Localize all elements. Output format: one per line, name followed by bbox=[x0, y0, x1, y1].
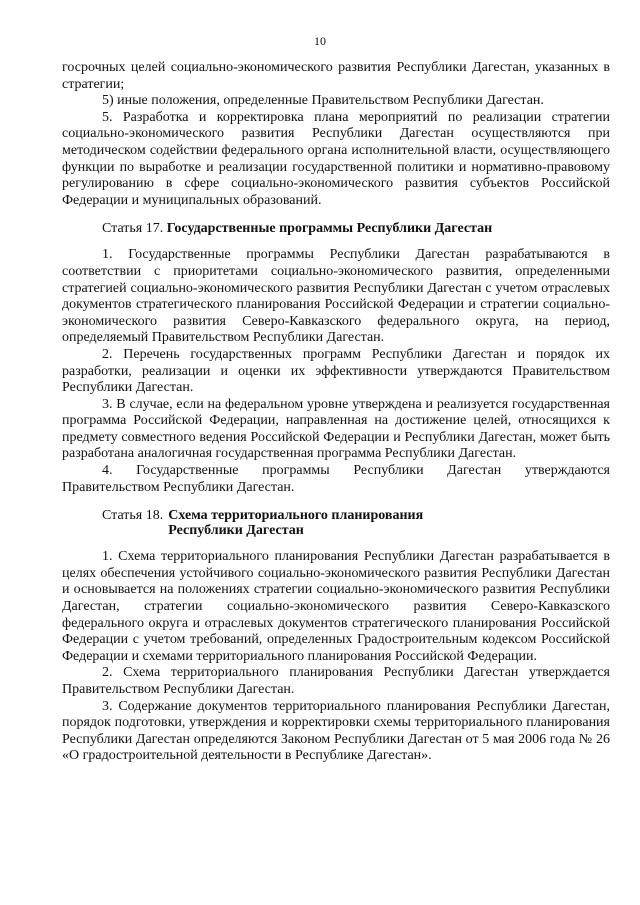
article-17-paragraph-2: 2. Перечень государственных программ Республики Дагестан и порядок их разработки, реализации и оценки их эффективности утверждаются Правительством Республики Дагестан. bbox=[62, 346, 610, 396]
article-18-number: Статья 18. bbox=[102, 508, 164, 524]
article-17-paragraph-4: 4. Государственные программы Республики Дагестан утверждаются Правительством Республики Дагестан. bbox=[62, 463, 610, 495]
page-number: 10 bbox=[314, 34, 326, 48]
article-18-title bbox=[168, 508, 423, 538]
article-18-paragraph-1: 1. Схема территориального планирования Республики Дагестан разрабатывается в целях обеспечения устойчивого социально-экономического развития Республики Дагестан и основывается на положениях стратегии социально-экономического развития Республики Дагестан, стратегии социально-экономического развития Северо-Кавказского федерального округа и отраслевых документов стратегического планирования Российской Федерации с учетом требований, определенных Градостроительным кодексом Российской Федерации и схемами территориального планирования Российской Федерации. bbox=[62, 549, 610, 664]
article-18-heading bbox=[62, 508, 610, 538]
continuation-paragraph: госрочных целей социально-экономического развития Республики Дагестан, указанных в стратегии; bbox=[62, 60, 610, 92]
article-17-paragraph-3: 3. В случае, если на федеральном уровне утверждена и реализуется государственная программа Российской Федерации, направленная на достижение целей, относящихся к предмету совместного ведения Российской Федерации и Республики Дагестан, может быть разработана аналогичная государственная программа Республики Дагестан. bbox=[62, 396, 610, 462]
article-17-heading bbox=[62, 221, 610, 236]
paragraph-5: 5. Разработка и корректировка плана мероприятий по реализации стратегии социально-экономического развития Республики Дагестан осуществляются при методическом содействии федерального органа исполнительной власти, осуществляющего функции по выработке и реализации государственной политики и нормативно-правовому регулированию в сфере социально-экономического развития субъектов Российской Федерации и муниципальных образований. bbox=[62, 109, 610, 208]
article-18-paragraph-2: 2. Схема территориального планирования Республики Дагестан утверждается Правительством Республики Дагестан. bbox=[62, 665, 610, 697]
list-item-5: 5) иные положения, определенные Правительством Республики Дагестан. bbox=[102, 93, 544, 109]
article-17-paragraph-1: 1. Государственные программы Республики Дагестан разрабатываются в соответствии с приоритетами социально-экономического развития, определенными стратегией социально-экономического развития Республики Дагестан с учетом отраслевых документов стратегического планирования Российской Федерации и стратегии социально-экономического развития Северо-Кавказского федерального округа, на период, определяемый Правительством Республики Дагестан. bbox=[62, 247, 610, 346]
article-17-title: Государственные программы Республики Дагестан bbox=[166, 221, 493, 237]
article-18-title-line-1: Схема территориального планирования bbox=[168, 508, 424, 524]
article-18-paragraph-3: 3. Содержание документов территориального планирования Республики Дагестан, порядок подготовки, утверждения и корректировки схемы территориального планирования Республики Дагестан определяются Законом Республики Дагестан от 5 мая 2006 года № 26 «О градостроительной деятельности в Республике Дагестан». bbox=[62, 698, 610, 764]
article-18-title-line-2: Республики Дагестан bbox=[168, 523, 304, 539]
document-body bbox=[62, 60, 610, 765]
article-17-number: Статья 17. bbox=[102, 221, 164, 237]
